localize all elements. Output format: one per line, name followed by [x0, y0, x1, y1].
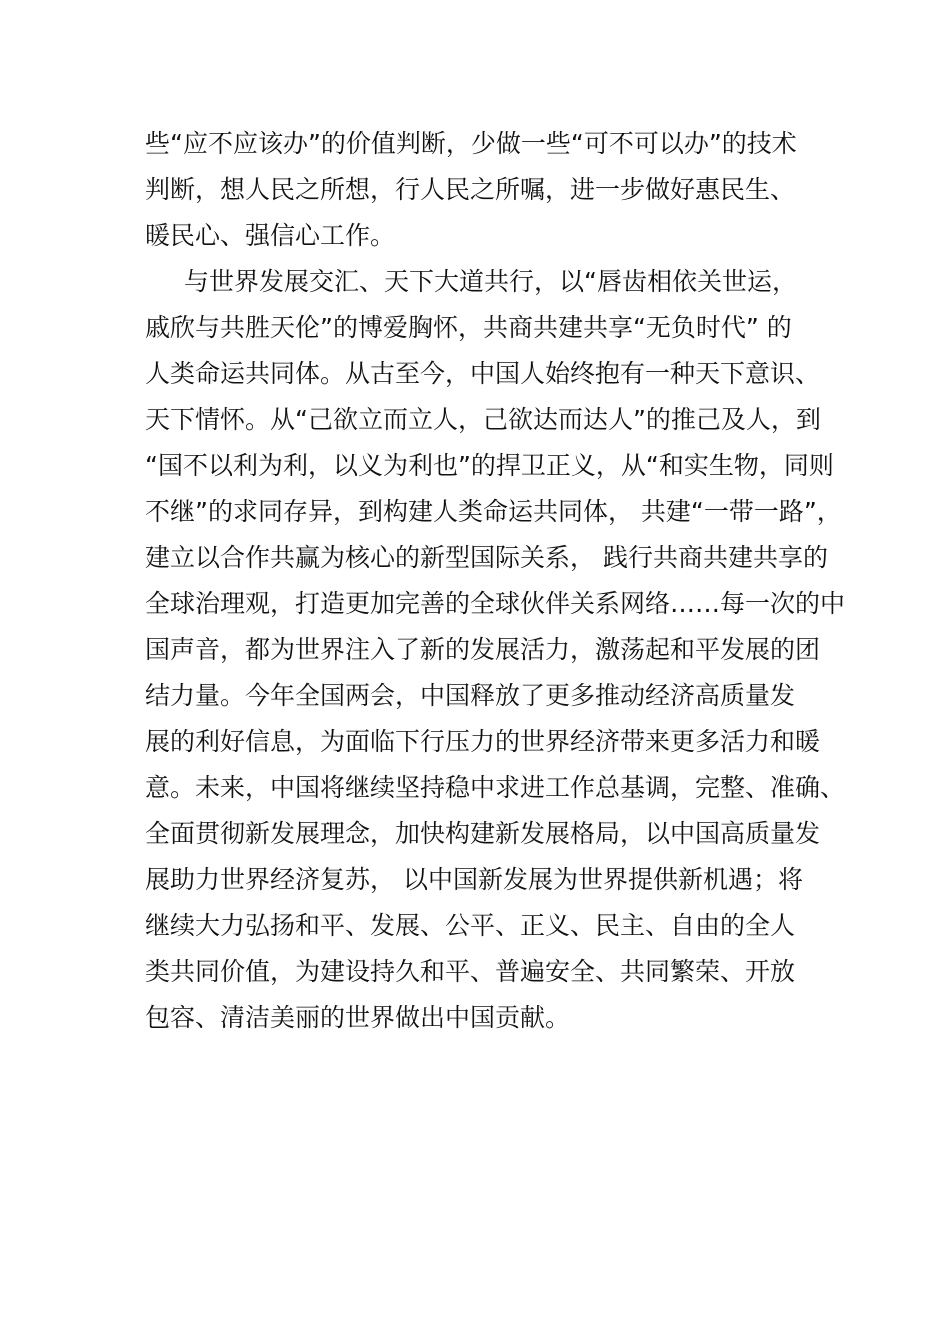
- text-line: 些“应不应该办”的价值判断，少做一些“可不可以办”的技术: [145, 129, 797, 158]
- text-line: 判断，想人民之所想，行人民之所嘱，进一步做好惠民生、: [145, 175, 796, 204]
- text-line: 戚欣与共胜天伦”的博爱胸怀，共商共建共享“无负时代” 的: [145, 313, 792, 342]
- text-line: 建立以合作共赢为核心的新型国际关系， 践行共商共建共享的: [145, 543, 828, 572]
- text-line: 包容、清洁美丽的世界做出中国贡献。: [145, 1003, 571, 1032]
- text-line: 天下情怀。从“己欲立而立人，己欲达而达人”的推己及人，到: [145, 405, 821, 434]
- text-line: 展的利好信息，为面临下行压力的世界经济带来更多活力和暖: [145, 727, 821, 756]
- text-line: 展助力世界经济复苏， 以中国新发展为世界提供新机遇；将: [145, 865, 803, 894]
- text-line: 人类命运共同体。从古至今，中国人始终抱有一种天下意识、: [145, 359, 821, 388]
- text-line: 结力量。今年全国两会，中国释放了更多推动经济高质量发: [145, 681, 796, 710]
- text-line: 国声音，都为世界注入了新的发展活力，激荡起和平发展的团: [145, 635, 821, 664]
- text-line: 全面贯彻新发展理念，加快构建新发展格局，以中国高质量发: [145, 819, 821, 848]
- paragraph-first-line: 与世界发展交汇、天下大道共行，以“唇齿相依关世运，: [184, 267, 797, 296]
- body-text: [145, 121, 845, 1041]
- text-line: 意。未来，中国将继续坚持稳中求进工作总基调，完整、准确、: [145, 773, 845, 802]
- text-line: 全球治理观，打造更加完善的全球伙伴关系网络……每一次的中: [145, 589, 845, 618]
- text-line: 继续大力弘扬和平、发展、公平、正义、民主、自由的全人: [145, 911, 796, 940]
- text-line: “国不以利为利，以义为利也”的捍卫正义，从“和实生物，同则: [145, 451, 834, 480]
- text-line: 暖民心、强信心工作。: [145, 221, 396, 250]
- text-line: 不继”的求同存异，到构建人类命运共同体， 共建“一带一路”，: [145, 497, 842, 526]
- text-line: 类共同价值，为建设持久和平、普遍安全、共同繁荣、开放: [145, 957, 796, 986]
